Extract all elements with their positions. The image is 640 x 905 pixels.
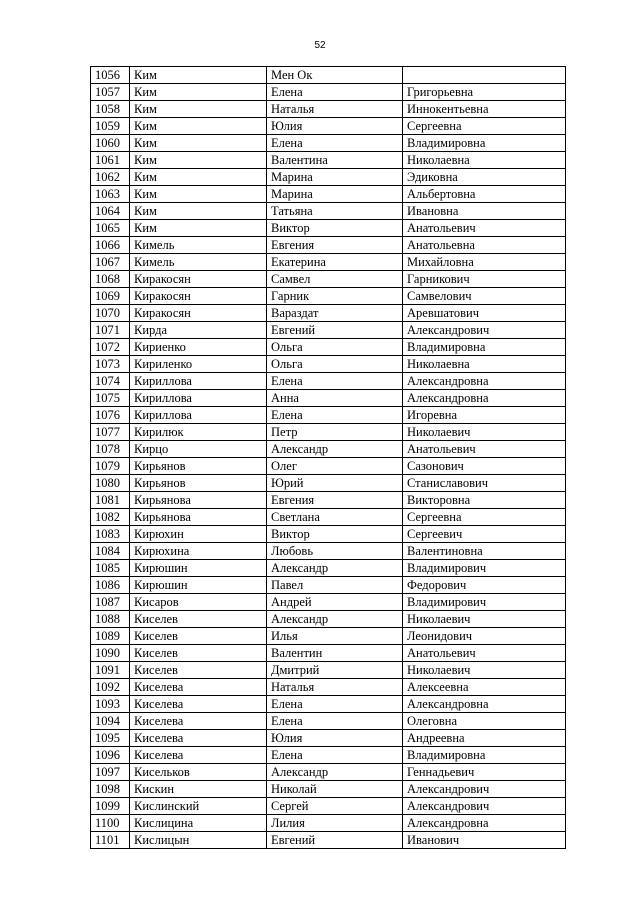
- table-row: [91, 84, 566, 101]
- table-row: [91, 254, 566, 271]
- last-name-cell: Кирюхина: [130, 543, 267, 560]
- first-name-cell: Екатерина: [267, 254, 403, 271]
- patronymic-cell: Ивановна: [403, 203, 566, 220]
- row-number-cell: 1092: [91, 679, 130, 696]
- row-number-cell: 1094: [91, 713, 130, 730]
- last-name-cell: Кирьянова: [130, 509, 267, 526]
- last-name-cell: Ким: [130, 220, 267, 237]
- row-number-cell: 1077: [91, 424, 130, 441]
- row-number-cell: 1083: [91, 526, 130, 543]
- row-number-cell: 1060: [91, 135, 130, 152]
- first-name-cell: Юрий: [267, 475, 403, 492]
- patronymic-cell: [403, 67, 566, 84]
- first-name-cell: Ольга: [267, 356, 403, 373]
- last-name-cell: Кирцо: [130, 441, 267, 458]
- roster-table-body: [91, 67, 566, 849]
- table-row: [91, 679, 566, 696]
- first-name-cell: Светлана: [267, 509, 403, 526]
- last-name-cell: Кириенко: [130, 339, 267, 356]
- table-row: [91, 169, 566, 186]
- roster-table: [90, 66, 566, 849]
- row-number-cell: 1097: [91, 764, 130, 781]
- row-number-cell: 1080: [91, 475, 130, 492]
- row-number-cell: 1069: [91, 288, 130, 305]
- patronymic-cell: Гарникович: [403, 271, 566, 288]
- table-row: [91, 475, 566, 492]
- patronymic-cell: Александрович: [403, 798, 566, 815]
- patronymic-cell: Аревшатович: [403, 305, 566, 322]
- patronymic-cell: Федорович: [403, 577, 566, 594]
- row-number-cell: 1074: [91, 373, 130, 390]
- last-name-cell: Кислинский: [130, 798, 267, 815]
- first-name-cell: Елена: [267, 713, 403, 730]
- last-name-cell: Киселева: [130, 730, 267, 747]
- first-name-cell: Павел: [267, 577, 403, 594]
- patronymic-cell: Владимировна: [403, 135, 566, 152]
- row-number-cell: 1061: [91, 152, 130, 169]
- row-number-cell: 1085: [91, 560, 130, 577]
- last-name-cell: Кискин: [130, 781, 267, 798]
- patronymic-cell: Александровна: [403, 815, 566, 832]
- last-name-cell: Ким: [130, 67, 267, 84]
- row-number-cell: 1082: [91, 509, 130, 526]
- patronymic-cell: Сергеевич: [403, 526, 566, 543]
- first-name-cell: Наталья: [267, 679, 403, 696]
- first-name-cell: Александр: [267, 560, 403, 577]
- patronymic-cell: Олеговна: [403, 713, 566, 730]
- patronymic-cell: Анатольевич: [403, 645, 566, 662]
- last-name-cell: Кимель: [130, 237, 267, 254]
- last-name-cell: Кирьянова: [130, 492, 267, 509]
- row-number-cell: 1101: [91, 832, 130, 849]
- row-number-cell: 1076: [91, 407, 130, 424]
- table-row: [91, 407, 566, 424]
- table-row: [91, 662, 566, 679]
- last-name-cell: Кирьянов: [130, 458, 267, 475]
- first-name-cell: Николай: [267, 781, 403, 798]
- first-name-cell: Елена: [267, 373, 403, 390]
- first-name-cell: Марина: [267, 186, 403, 203]
- patronymic-cell: Сазонович: [403, 458, 566, 475]
- patronymic-cell: Эдиковна: [403, 169, 566, 186]
- patronymic-cell: Иннокентьевна: [403, 101, 566, 118]
- last-name-cell: Кирюшин: [130, 560, 267, 577]
- row-number-cell: 1056: [91, 67, 130, 84]
- last-name-cell: Кирюхин: [130, 526, 267, 543]
- first-name-cell: Юлия: [267, 730, 403, 747]
- row-number-cell: 1073: [91, 356, 130, 373]
- table-row: [91, 152, 566, 169]
- first-name-cell: Андрей: [267, 594, 403, 611]
- last-name-cell: Киселев: [130, 611, 267, 628]
- last-name-cell: Ким: [130, 186, 267, 203]
- table-row: [91, 509, 566, 526]
- first-name-cell: Евгения: [267, 237, 403, 254]
- patronymic-cell: Александровна: [403, 373, 566, 390]
- last-name-cell: Кимель: [130, 254, 267, 271]
- last-name-cell: Ким: [130, 135, 267, 152]
- first-name-cell: Мен Ок: [267, 67, 403, 84]
- table-row: [91, 135, 566, 152]
- last-name-cell: Ким: [130, 152, 267, 169]
- row-number-cell: 1078: [91, 441, 130, 458]
- row-number-cell: 1066: [91, 237, 130, 254]
- table-row: [91, 645, 566, 662]
- first-name-cell: Гарник: [267, 288, 403, 305]
- first-name-cell: Анна: [267, 390, 403, 407]
- table-row: [91, 832, 566, 849]
- table-row: [91, 67, 566, 84]
- first-name-cell: Татьяна: [267, 203, 403, 220]
- table-row: [91, 696, 566, 713]
- patronymic-cell: Владимирович: [403, 560, 566, 577]
- last-name-cell: Кириленко: [130, 356, 267, 373]
- patronymic-cell: Анатольевич: [403, 220, 566, 237]
- last-name-cell: Киселева: [130, 679, 267, 696]
- patronymic-cell: Сергеевна: [403, 118, 566, 135]
- first-name-cell: Александр: [267, 764, 403, 781]
- first-name-cell: Самвел: [267, 271, 403, 288]
- patronymic-cell: Владимировна: [403, 339, 566, 356]
- last-name-cell: Кириллова: [130, 373, 267, 390]
- first-name-cell: Петр: [267, 424, 403, 441]
- first-name-cell: Вараздат: [267, 305, 403, 322]
- patronymic-cell: Леонидович: [403, 628, 566, 645]
- first-name-cell: Наталья: [267, 101, 403, 118]
- table-row: [91, 713, 566, 730]
- patronymic-cell: Александрович: [403, 322, 566, 339]
- last-name-cell: Киселев: [130, 662, 267, 679]
- first-name-cell: Валентин: [267, 645, 403, 662]
- last-name-cell: Киракосян: [130, 288, 267, 305]
- last-name-cell: Ким: [130, 101, 267, 118]
- table-row: [91, 356, 566, 373]
- row-number-cell: 1091: [91, 662, 130, 679]
- first-name-cell: Елена: [267, 84, 403, 101]
- patronymic-cell: Александрович: [403, 781, 566, 798]
- row-number-cell: 1096: [91, 747, 130, 764]
- table-row: [91, 628, 566, 645]
- row-number-cell: 1095: [91, 730, 130, 747]
- table-row: [91, 594, 566, 611]
- patronymic-cell: Николаевна: [403, 152, 566, 169]
- row-number-cell: 1098: [91, 781, 130, 798]
- table-row: [91, 560, 566, 577]
- last-name-cell: Ким: [130, 84, 267, 101]
- last-name-cell: Кириллова: [130, 407, 267, 424]
- row-number-cell: 1072: [91, 339, 130, 356]
- table-row: [91, 220, 566, 237]
- first-name-cell: Виктор: [267, 526, 403, 543]
- last-name-cell: Кирюшин: [130, 577, 267, 594]
- patronymic-cell: Сергеевна: [403, 509, 566, 526]
- first-name-cell: Елена: [267, 407, 403, 424]
- last-name-cell: Ким: [130, 203, 267, 220]
- table-row: [91, 764, 566, 781]
- first-name-cell: Любовь: [267, 543, 403, 560]
- patronymic-cell: Валентиновна: [403, 543, 566, 560]
- table-row: [91, 203, 566, 220]
- row-number-cell: 1063: [91, 186, 130, 203]
- patronymic-cell: Геннадьевич: [403, 764, 566, 781]
- table-row: [91, 441, 566, 458]
- patronymic-cell: Андреевна: [403, 730, 566, 747]
- patronymic-cell: Григорьевна: [403, 84, 566, 101]
- row-number-cell: 1088: [91, 611, 130, 628]
- first-name-cell: Валентина: [267, 152, 403, 169]
- table-row: [91, 118, 566, 135]
- row-number-cell: 1099: [91, 798, 130, 815]
- table-row: [91, 339, 566, 356]
- last-name-cell: Кислицын: [130, 832, 267, 849]
- row-number-cell: 1084: [91, 543, 130, 560]
- first-name-cell: Евгений: [267, 832, 403, 849]
- patronymic-cell: Игоревна: [403, 407, 566, 424]
- row-number-cell: 1064: [91, 203, 130, 220]
- patronymic-cell: Николаевич: [403, 611, 566, 628]
- last-name-cell: Кирда: [130, 322, 267, 339]
- row-number-cell: 1071: [91, 322, 130, 339]
- table-row: [91, 186, 566, 203]
- row-number-cell: 1087: [91, 594, 130, 611]
- last-name-cell: Киселева: [130, 696, 267, 713]
- last-name-cell: Кирьянов: [130, 475, 267, 492]
- last-name-cell: Киселева: [130, 713, 267, 730]
- row-number-cell: 1068: [91, 271, 130, 288]
- patronymic-cell: Николаевич: [403, 424, 566, 441]
- page-number: 52: [314, 40, 326, 51]
- table-row: [91, 424, 566, 441]
- table-row: [91, 815, 566, 832]
- patronymic-cell: Станиславович: [403, 475, 566, 492]
- table-row: [91, 237, 566, 254]
- table-row: [91, 305, 566, 322]
- first-name-cell: Юлия: [267, 118, 403, 135]
- patronymic-cell: Иванович: [403, 832, 566, 849]
- table-row: [91, 288, 566, 305]
- last-name-cell: Киселев: [130, 628, 267, 645]
- first-name-cell: Лилия: [267, 815, 403, 832]
- patronymic-cell: Николаевна: [403, 356, 566, 373]
- table-row: [91, 101, 566, 118]
- table-row: [91, 798, 566, 815]
- patronymic-cell: Самвелович: [403, 288, 566, 305]
- row-number-cell: 1067: [91, 254, 130, 271]
- row-number-cell: 1057: [91, 84, 130, 101]
- last-name-cell: Киракосян: [130, 305, 267, 322]
- row-number-cell: 1059: [91, 118, 130, 135]
- table-row: [91, 526, 566, 543]
- table-row: [91, 781, 566, 798]
- table-row: [91, 492, 566, 509]
- patronymic-cell: Александровна: [403, 696, 566, 713]
- patronymic-cell: Александровна: [403, 390, 566, 407]
- table-row: [91, 747, 566, 764]
- last-name-cell: Киракосян: [130, 271, 267, 288]
- patronymic-cell: Владимировна: [403, 747, 566, 764]
- row-number-cell: 1065: [91, 220, 130, 237]
- table-row: [91, 458, 566, 475]
- first-name-cell: Илья: [267, 628, 403, 645]
- patronymic-cell: Владимирович: [403, 594, 566, 611]
- first-name-cell: Александр: [267, 611, 403, 628]
- first-name-cell: Елена: [267, 135, 403, 152]
- patronymic-cell: Михайловна: [403, 254, 566, 271]
- patronymic-cell: Николаевич: [403, 662, 566, 679]
- row-number-cell: 1086: [91, 577, 130, 594]
- last-name-cell: Ким: [130, 118, 267, 135]
- first-name-cell: Александр: [267, 441, 403, 458]
- last-name-cell: Кисаров: [130, 594, 267, 611]
- table-row: [91, 611, 566, 628]
- first-name-cell: Евгений: [267, 322, 403, 339]
- table-row: [91, 322, 566, 339]
- row-number-cell: 1079: [91, 458, 130, 475]
- table-row: [91, 390, 566, 407]
- first-name-cell: Марина: [267, 169, 403, 186]
- first-name-cell: Ольга: [267, 339, 403, 356]
- row-number-cell: 1081: [91, 492, 130, 509]
- first-name-cell: Евгения: [267, 492, 403, 509]
- last-name-cell: Киселев: [130, 645, 267, 662]
- row-number-cell: 1070: [91, 305, 130, 322]
- last-name-cell: Кириллова: [130, 390, 267, 407]
- first-name-cell: Виктор: [267, 220, 403, 237]
- row-number-cell: 1058: [91, 101, 130, 118]
- last-name-cell: Кирилюк: [130, 424, 267, 441]
- patronymic-cell: Викторовна: [403, 492, 566, 509]
- table-row: [91, 577, 566, 594]
- first-name-cell: Елена: [267, 696, 403, 713]
- row-number-cell: 1089: [91, 628, 130, 645]
- table-row: [91, 730, 566, 747]
- last-name-cell: Кисельков: [130, 764, 267, 781]
- row-number-cell: 1075: [91, 390, 130, 407]
- last-name-cell: Ким: [130, 169, 267, 186]
- table-row: [91, 373, 566, 390]
- last-name-cell: Кислицина: [130, 815, 267, 832]
- first-name-cell: Сергей: [267, 798, 403, 815]
- row-number-cell: 1090: [91, 645, 130, 662]
- patronymic-cell: Анатольевна: [403, 237, 566, 254]
- table-row: [91, 271, 566, 288]
- row-number-cell: 1093: [91, 696, 130, 713]
- table-row: [91, 543, 566, 560]
- patronymic-cell: Альбертовна: [403, 186, 566, 203]
- last-name-cell: Киселева: [130, 747, 267, 764]
- patronymic-cell: Анатольевич: [403, 441, 566, 458]
- first-name-cell: Дмитрий: [267, 662, 403, 679]
- patronymic-cell: Алексеевна: [403, 679, 566, 696]
- first-name-cell: Олег: [267, 458, 403, 475]
- first-name-cell: Елена: [267, 747, 403, 764]
- row-number-cell: 1100: [91, 815, 130, 832]
- row-number-cell: 1062: [91, 169, 130, 186]
